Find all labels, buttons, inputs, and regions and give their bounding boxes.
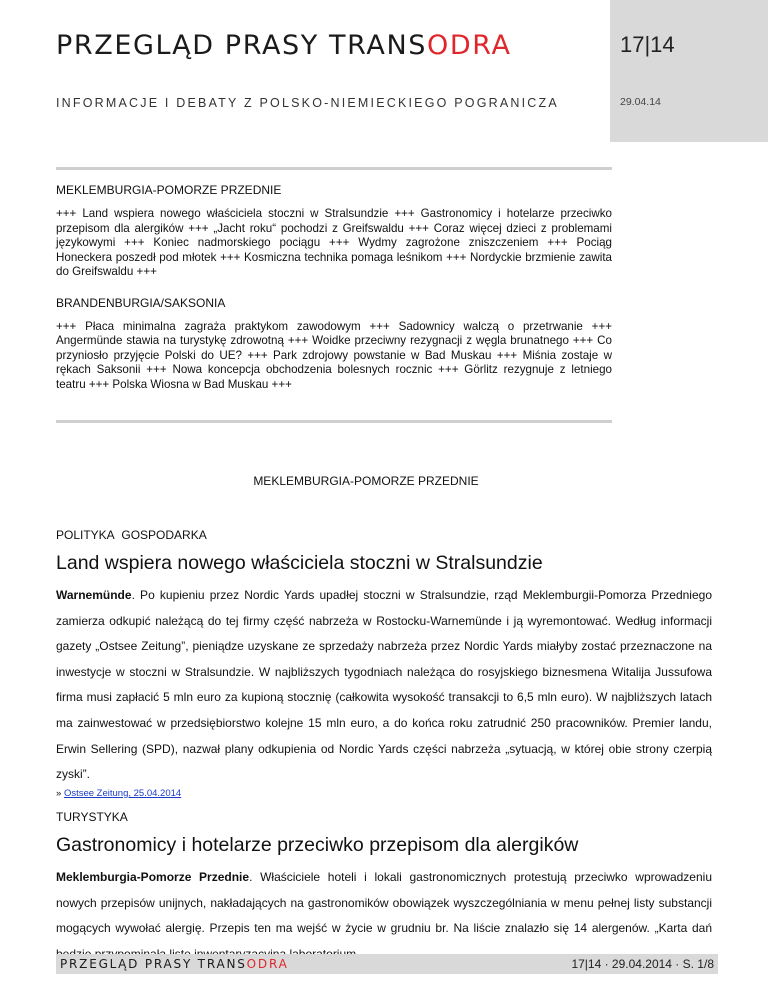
masthead-title-accent: ODRA (427, 30, 512, 61)
masthead-title (56, 30, 512, 61)
issue-box (610, 0, 768, 142)
summary-top-divider (56, 167, 612, 170)
footer-logo (60, 957, 289, 971)
masthead-subtitle: INFORMACJE I DEBATY Z POLSKO-NIEMIECKIEGO POGRANICZA (56, 96, 559, 110)
article-title: Land wspiera nowego właściciela stoczni w Stralsundzie (56, 552, 543, 574)
article (56, 528, 712, 799)
article-source (56, 788, 712, 799)
source-prefix: » (56, 787, 64, 799)
footer-page-info: 17|14 · 29.04.2014 · S. 1/8 (571, 957, 714, 971)
summary-text: +++ Płaca minimalna zagraża praktykom zawodowym +++ Sadownicy walczą o przetrwanie +++ Angermünde stawia na turystykę zdrowotną +++ Woidke przeciwny rezygnacji z węgla brunatnego +++ Co przyniosło przyjęcie Polski do UE? +++ Park zdrojowy powstanie w Bad Muskau +++ Miśnia zostaje w rękach Saksonii +++ Nowa koncepcja obchodzenia bolesnych rocznic +++ Görlitz rezygnuje z letniego teatru +++ Polska Wiosna w Bad Muskau +++ (56, 319, 612, 391)
article-categories: TURYSTYKA (56, 810, 128, 824)
article-body (56, 865, 712, 967)
article-body (56, 583, 712, 788)
footer-logo-accent: ODRA (246, 957, 289, 971)
source-link[interactable]: Ostsee Zeitung, 25.04.2014 (63, 787, 182, 799)
section-heading: MEKLEMBURGIA-POMORZE PRZEDNIE (253, 474, 479, 488)
article-text: . Po kupieniu przez Nordic Yards upadłej stoczni w Stralsundzie, rząd Meklemburgii-Pomorza Przedniego zamierza odkupić należącą do tej firmy część nabrzeża w Rostocku-Warnemünde i ją wyremontować. Według informacji gazety „Ostsee Zeitung”, pieniądze uzyskane ze sprzedaży nabrzeża przez Nordic Yards miałyby zostać przeznaczone na inwestycje w stoczni w Stralsundzie. W najbliższych tygodniach należąca do rosyjskiego biznesmena Witalija Jussufowa firma musi zapłacić 5 mln euro za kupioną stocznię (całkowita wysokość transakcji to 6,5 mln euro). W najbliższych latach ma zainwestować w przedsiębiorstwo kolejne 15 mln euro, a do końca roku zatrudnić 250 pracowników. Premier landu, Erwin Sellering (SPD), nazwał plany odkupienia od Nordic Yards części nabrzeża „sytuacją, w której obie strony czerpią zyski”. (56, 588, 712, 782)
issue-number: 17|14 (620, 32, 675, 57)
article-lead: Meklemburgia-Pomorze Przednie (56, 870, 250, 884)
summary-bottom-divider (56, 420, 612, 423)
summary-heading: BRANDENBURGIA/SAKSONIA (56, 295, 226, 310)
summary-heading: MEKLEMBURGIA-POMORZE PRZEDNIE (56, 183, 282, 197)
footer-bar (56, 954, 718, 974)
footer-logo-main: PRZEGLĄD PRASY TRANS (60, 957, 247, 971)
issue-date: 29.04.14 (620, 96, 661, 108)
article-text: . Właściciele hoteli i lokali gastronomicznych protestują przeciwko wprowadzeniu nowych przepisów unijnych, nakładających na gastronomików obowiązek wyszczególniania w menu pełnej listy substancji mogących wywołać alergię. Przepis ten ma wejść w życie w grudniu br. Na liście znalazło się 14 alergenów. „Karta dań (56, 870, 712, 936)
summary-text: +++ Land wspiera nowego właściciela stoczni w Stralsundzie +++ Gastronomicy i hotelarze przeciwko przepisom dla alergików +++ „Jacht roku“ pochodzi z Greifswaldu +++ Coraz więcej dzieci z problemami językowymi +++ Koniec nadmorskiego pociągu +++ Wydmy zagrożone zniszczeniem +++ Pociąg Honeckera poszedł pod młotek +++ Kosmiczna technika pomaga leśnikom +++ Nordyckie brzmienie zawita do Greifswaldu +++ (56, 207, 612, 278)
article-title: Gastronomicy i hotelarze przeciwko przepisom dla alergików (56, 834, 579, 856)
masthead-title-main: PRZEGLĄD PRASY TRANS (56, 30, 428, 61)
article-lead: Warnemünde (56, 588, 132, 602)
article-categories: POLITYKA GOSPODARKA (56, 528, 207, 542)
summary-box (56, 183, 612, 392)
article (56, 810, 712, 967)
